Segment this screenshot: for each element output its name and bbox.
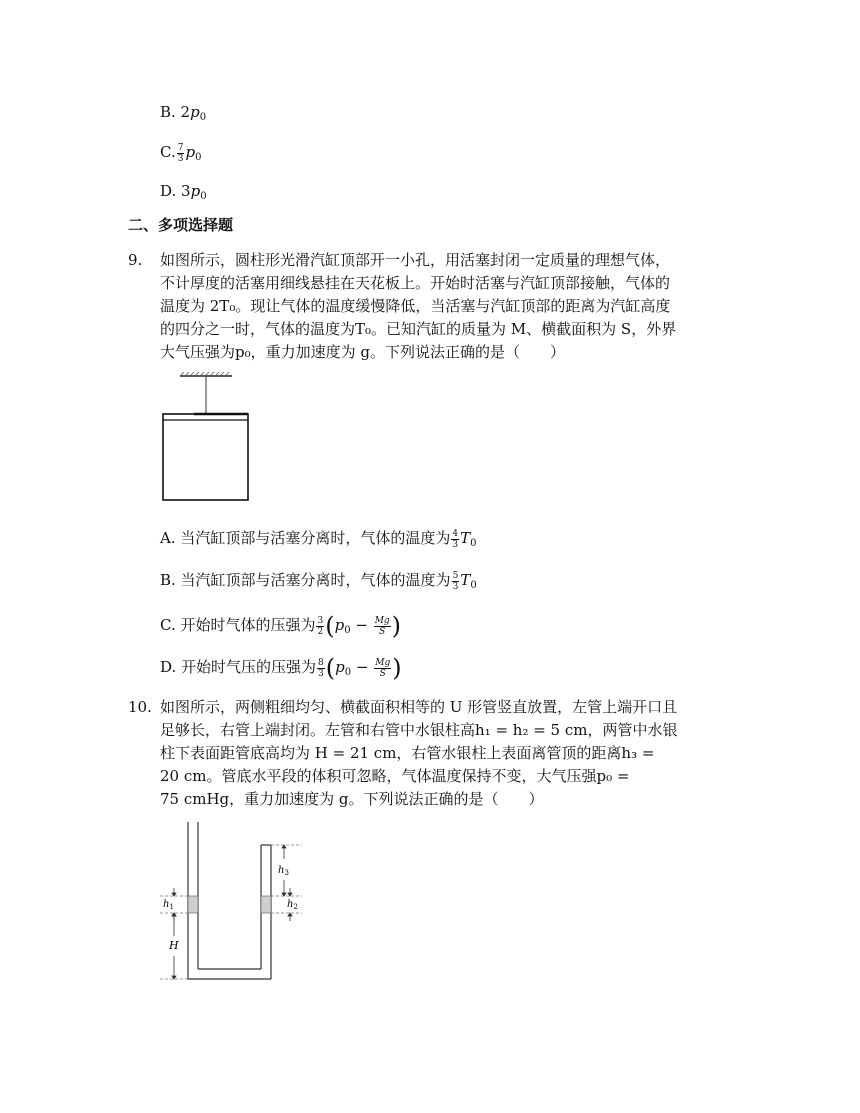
q10-line-1: 如图所示，两侧粗细均匀、横截面积相等的 U 形管竖直放置，左管上端开口且 [160,698,678,716]
q10-line-4: 20 cm。管底水平段的体积可忽略，气体温度保持不变，大气压强p₀ = [160,767,630,785]
q8-option-d: D. $3p_0$ [160,182,207,202]
label-h2: $h_2$ [287,899,298,911]
q9-line-1: 如图所示，圆柱形光滑汽缸顶部开一小孔，用活塞封闭一定质量的理想气体， [160,251,671,269]
q9-option-c: C. 开始时气体的压强为 $\frac{3}{2}$ ($p_0$ − $\frac{Mg}{S}$ ) [160,612,402,640]
q10-line-5: 75 cmHg，重力加速度为 g。下列说法正确的是（ ） [160,790,544,808]
q9-line-3: 温度为 2T₀。现让气体的温度缓慢降低，当活塞与汽缸顶部的距离为汽缸高度 [160,297,671,315]
q10-line-2: 足够长，右管上端封闭。左管和右管中水银柱高h₁ = h₂ = 5 cm，两管中水银 [160,721,678,739]
q8-option-b: B. $2p_0$ [160,103,207,123]
q9-line-4: 的四分之一时，气体的温度为T₀。已知汽缸的质量为 M、横截面积为 S，外界 [160,320,677,338]
left-mercury-column [188,896,198,913]
q9-cylinder-diagram [150,365,270,505]
section-heading: 二、多项选择题 [128,216,234,234]
label-h3: $h_3$ [278,865,289,877]
q9-number: 9. [128,251,143,269]
q9-option-b: B. 当汽缸顶部与活塞分离时，气体的温度为 $\frac{5}{3}$ $T_0$ [160,570,477,592]
q9-option-d: D. 开始时气压的压强为 $\frac{8}{3}$ ($p_0$ − $\frac{Mg}{S}$ ) [160,654,402,682]
q10-number: 10. [128,698,152,716]
right-mercury-column [261,896,271,913]
label-h1: $h_1$ [163,899,174,911]
q8-option-c: C. $\frac{7}{3}$ $p_0$ [160,142,202,164]
q10-u-tube-diagram [150,815,320,985]
q9-line-2: 不计厚度的活塞用细线悬挂在天花板上。开始时活塞与汽缸顶部接触，气体的 [160,274,671,292]
q9-option-a: A. 当汽缸顶部与活塞分离时，气体的温度为 $\frac{4}{3}$ $T_0$ [160,528,477,550]
label-H: H [169,939,179,952]
q10-line-3: 柱下表面距管底高均为 H = 21 cm，右管水银柱上表面离管顶的距离h₃ = [160,744,655,762]
fraction: $\frac{7}{3}$ [177,142,184,164]
q9-line-5: 大气压强为p₀，重力加速度为 g。下列说法正确的是（ ） [160,343,565,361]
